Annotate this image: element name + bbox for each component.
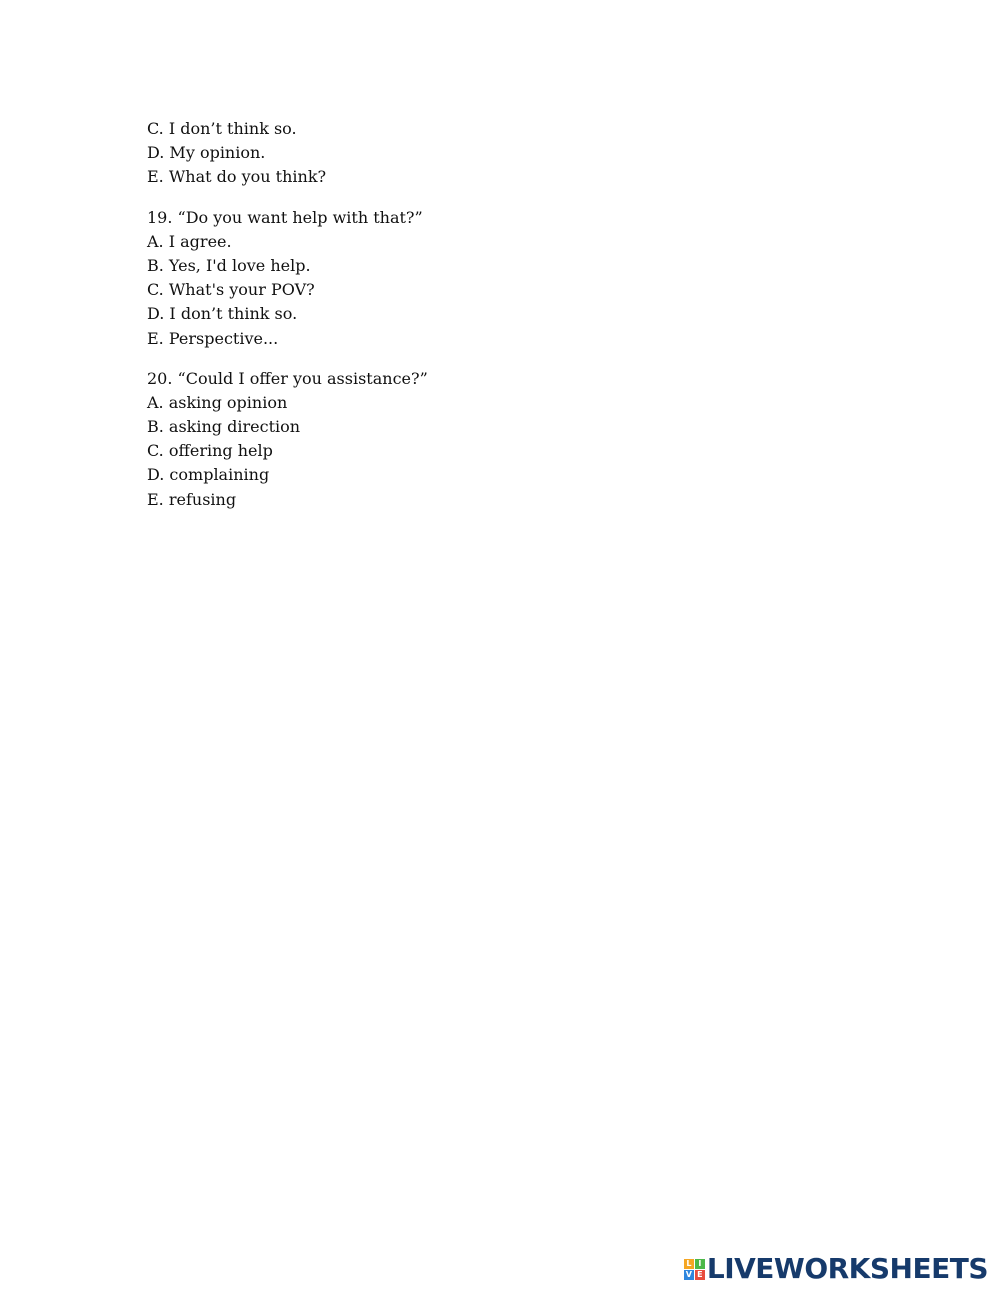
question-block-20	[147, 367, 847, 512]
option-line: E. Perspective...	[147, 328, 279, 348]
option-line: A. I agree.	[147, 231, 232, 251]
logo-mark-letter: I	[695, 1259, 705, 1269]
option-line: E. What do you think?	[147, 167, 327, 187]
logo-mark-letter: E	[695, 1270, 705, 1280]
option-line: B. asking direction	[147, 417, 301, 437]
option-line: D. complaining	[147, 465, 270, 485]
logo-mark-letter: V	[685, 1269, 692, 1279]
logo-text: LIVEWORKSHEETS	[706, 1252, 988, 1285]
option-line: C. offering help	[147, 441, 273, 461]
option-line: C. I don’t think so.	[147, 119, 297, 138]
question-block-19	[147, 206, 847, 351]
question-text: 19. “Do you want help with that?”	[147, 207, 423, 227]
option-line: D. I don’t think so.	[147, 304, 298, 324]
logo-mark-icon	[684, 1259, 705, 1280]
question-block-18-continued	[147, 117, 847, 190]
option-line: C. What's your POV?	[147, 280, 315, 300]
question-text: 20. “Could I offer you assistance?”	[147, 368, 428, 388]
option-line: E. refusing	[147, 489, 237, 509]
option-line: B. Yes, I'd love help.	[147, 255, 311, 275]
option-line: D. My opinion.	[147, 143, 266, 163]
worksheet-content	[147, 117, 847, 512]
logo-mark-letter: L	[684, 1259, 694, 1269]
option-line: A. asking opinion	[147, 392, 288, 412]
liveworksheets-logo	[684, 1253, 988, 1285]
